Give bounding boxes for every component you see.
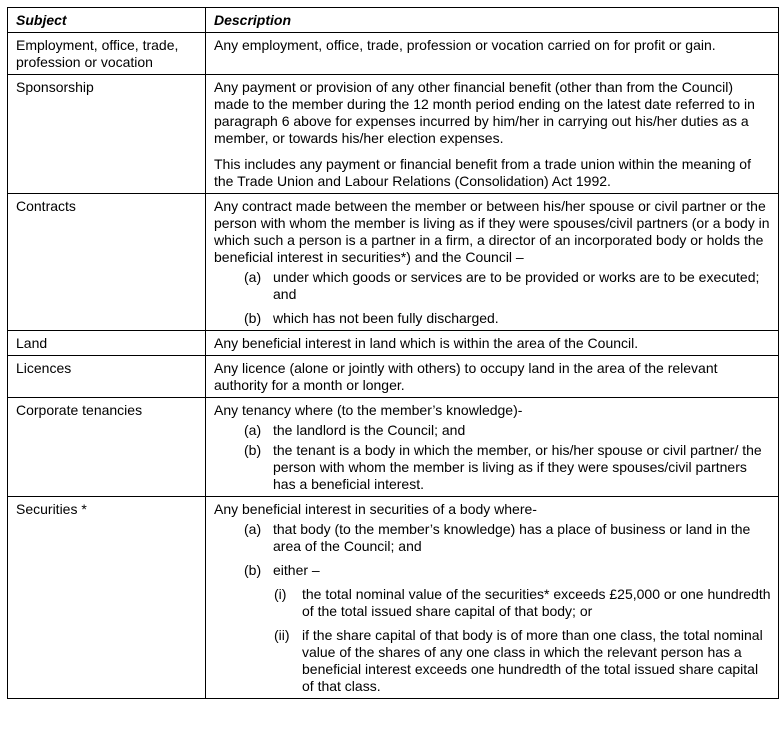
description-cell xyxy=(206,75,779,194)
subject-cell: Sponsorship xyxy=(8,75,206,194)
subject-cell: Contracts xyxy=(8,194,206,331)
table-row xyxy=(8,33,779,75)
subject-cell: Licences xyxy=(8,356,206,398)
interests-table xyxy=(7,7,779,699)
sub-list-item xyxy=(214,586,771,620)
list-marker: (b) xyxy=(244,442,262,458)
subject-header: Subject xyxy=(8,8,206,33)
description-text: This includes any payment or financial benefit from a trade union within the meaning of the Trade Union and Labour Relations (Consolidation) Act 1992. xyxy=(214,156,751,189)
subject-cell: Corporate tenancies xyxy=(8,398,206,497)
table-row xyxy=(8,331,779,356)
description-cell xyxy=(206,33,779,75)
list-item-text: which has not been fully discharged. xyxy=(273,310,499,326)
list-marker: (b) xyxy=(244,310,262,326)
description-cell xyxy=(206,331,779,356)
description-cell xyxy=(206,398,779,497)
subject-cell: Securities * xyxy=(8,497,206,699)
list-marker: (b) xyxy=(244,562,262,578)
description-text: Any beneficial interest in land which is within the area of the Council. xyxy=(214,335,639,351)
list-marker: (i) xyxy=(274,586,287,602)
list-item xyxy=(214,562,771,579)
list-item-text: the tenant is a body in which the member, or his/her spouse or civil partner/ the person with whom the member is living as if they were spouses/civil partners has a beneficial interest. xyxy=(273,442,762,492)
description-text: Any contract made between the member or between his/her spouse or civil partner or the person with whom the member is living as if they were spouses/civil partners (or a body in which such a person is a partner in a firm, a director of an incorporated body or holds the beneficial interest in securities*) and the Council – xyxy=(214,198,770,265)
list-item xyxy=(214,442,771,493)
description-cell xyxy=(206,356,779,398)
table-row xyxy=(8,398,779,497)
description-text: Any licence (alone or jointly with others) to occupy land in the area of the relevant authority for a month or longer. xyxy=(214,360,718,393)
table-row xyxy=(8,75,779,194)
description-header: Description xyxy=(206,8,779,33)
list-item-text: either – xyxy=(273,562,320,578)
description-cell xyxy=(206,497,779,699)
description-text: Any tenancy where (to the member’s knowledge)- xyxy=(214,402,523,418)
sub-list-item xyxy=(214,627,771,695)
description-cell xyxy=(206,194,779,331)
list-item-text: the landlord is the Council; and xyxy=(273,422,466,438)
description-text: Any employment, office, trade, profession or vocation carried on for profit or gain. xyxy=(214,37,716,53)
list-item xyxy=(214,422,771,439)
list-item xyxy=(214,269,771,303)
list-item-text: if the share capital of that body is of more than one class, the total nominal value of the shares of any one class in which the relevant person has a beneficial interest exceeds one hundredth of the total issued share capital of that class. xyxy=(302,627,763,694)
list-marker: (a) xyxy=(244,521,262,537)
list-marker: (ii) xyxy=(274,627,290,643)
subject-cell: Employment, office, trade, profession or vocation xyxy=(8,33,206,75)
description-text: Any beneficial interest in securities of a body where- xyxy=(214,501,537,517)
table-header-row xyxy=(8,8,779,33)
table-row xyxy=(8,497,779,699)
subject-cell: Land xyxy=(8,331,206,356)
list-item-text: that body (to the member’s knowledge) has a place of business or land in the area of the Council; and xyxy=(273,521,751,554)
table-row xyxy=(8,356,779,398)
list-item xyxy=(214,521,771,555)
list-item-text: under which goods or services are to be provided or works are to be executed; and xyxy=(273,269,760,302)
list-item xyxy=(214,310,771,327)
table-row xyxy=(8,194,779,331)
description-text: Any payment or provision of any other financial benefit (other than from the Council) made to the member during the 12 month period ending on the latest date referred to in paragraph 6 above for expenses incurred by him/her in carrying out his/her duties as a member, or towards his/her election expenses. xyxy=(214,79,755,146)
list-marker: (a) xyxy=(244,422,262,438)
list-marker: (a) xyxy=(244,269,262,285)
list-item-text: the total nominal value of the securities* exceeds £25,000 or one hundredth of the total issued share capital of that body; or xyxy=(302,586,771,619)
